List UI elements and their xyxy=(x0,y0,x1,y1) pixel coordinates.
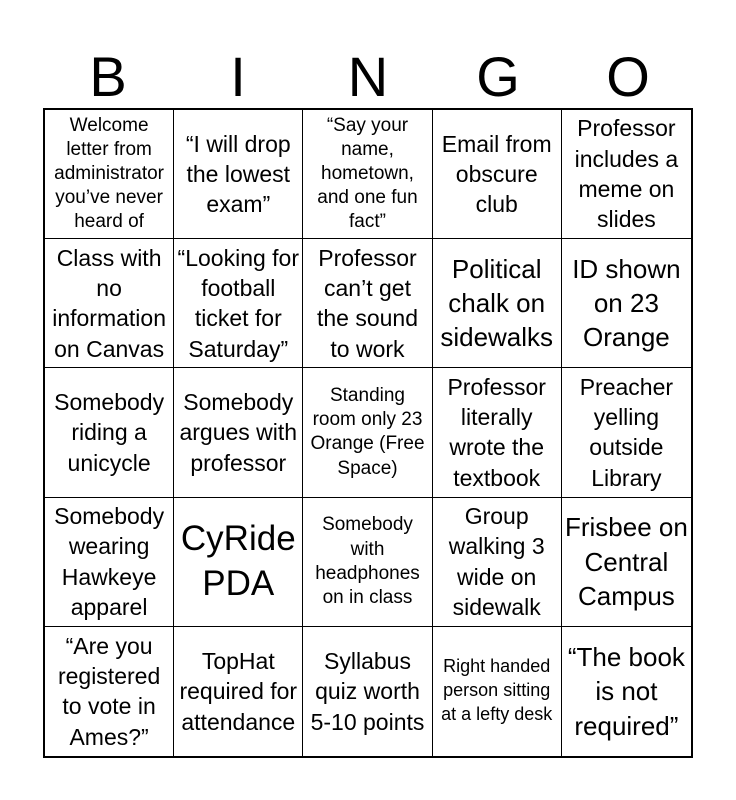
cell-text: “The book is not required” xyxy=(567,641,685,741)
cell-text: CyRide PDA xyxy=(180,518,296,603)
header-letter-i: I xyxy=(230,45,246,108)
cell-text: “Looking for football ticket for Saturday” xyxy=(177,244,300,362)
bingo-cell[interactable] xyxy=(174,110,303,239)
cell-text: ID shown on 23 Orange xyxy=(572,253,681,353)
bingo-cell[interactable] xyxy=(45,110,174,239)
cell-text: Somebody riding a unicycle xyxy=(54,388,165,476)
bingo-cell[interactable] xyxy=(303,627,432,756)
cell-text: Somebody wearing Hawkeye apparel xyxy=(54,502,165,621)
bingo-cell[interactable] xyxy=(303,498,432,627)
bingo-cell[interactable] xyxy=(433,498,562,627)
cell-text: Standing room only 23 Orange (Free Space) xyxy=(310,385,425,479)
cell-text: Preacher yelling outside Library xyxy=(579,373,674,491)
cell-text: “I will drop the lowest exam” xyxy=(185,130,291,218)
bingo-cell[interactable] xyxy=(45,368,174,497)
bingo-cell[interactable] xyxy=(562,239,691,368)
header-letter-o: O xyxy=(606,45,650,108)
bingo-cell[interactable] xyxy=(45,239,174,368)
bingo-cell[interactable] xyxy=(433,627,562,756)
cell-text: Somebody argues with professor xyxy=(179,388,298,476)
bingo-cell[interactable] xyxy=(562,368,691,497)
cell-text: Professor can’t get the sound to work xyxy=(316,244,418,362)
bingo-cell[interactable] xyxy=(562,498,691,627)
bingo-cell[interactable] xyxy=(433,239,562,368)
bingo-cell[interactable] xyxy=(45,498,174,627)
header-letter-n: N xyxy=(347,45,389,108)
cell-text: Syllabus quiz worth 5-10 points xyxy=(310,647,425,735)
bingo-cell[interactable] xyxy=(562,110,691,239)
bingo-cell[interactable] xyxy=(174,627,303,756)
bingo-cell[interactable] xyxy=(433,110,562,239)
free-space-cell[interactable] xyxy=(303,368,432,497)
bingo-cell[interactable] xyxy=(174,498,303,627)
bingo-board xyxy=(43,108,693,758)
cell-text: Frisbee on Central Campus xyxy=(564,512,688,611)
bingo-cell[interactable] xyxy=(174,368,303,497)
cell-text: TopHat required for attendance xyxy=(179,647,298,735)
bingo-cell[interactable] xyxy=(303,239,432,368)
bingo-cell[interactable] xyxy=(562,627,691,756)
cell-text: Professor literally wrote the textbook xyxy=(447,373,546,491)
header-letter-b: B xyxy=(89,45,127,108)
cell-text: Right handed person sitting at a lefty desk xyxy=(441,656,553,725)
bingo-cell[interactable] xyxy=(303,110,432,239)
bingo-cell[interactable] xyxy=(433,368,562,497)
cell-text: Political chalk on sidewalks xyxy=(440,253,554,353)
cell-text: “Are you registered to vote in Ames?” xyxy=(57,632,161,750)
cell-text: Professor includes a meme on slides xyxy=(574,115,679,233)
cell-text: Email from obscure club xyxy=(441,130,552,218)
cell-text: Group walking 3 wide on sidewalk xyxy=(448,502,545,621)
bingo-cell[interactable] xyxy=(174,239,303,368)
cell-text: Class with no information on Canvas xyxy=(52,244,166,362)
header-letter-g: G xyxy=(476,45,520,108)
bingo-header xyxy=(43,40,693,108)
cell-text: Somebody with headphones on in class xyxy=(315,514,420,608)
cell-text: Welcome letter from administrator you’ve never heard of xyxy=(54,114,164,233)
bingo-cell[interactable] xyxy=(45,627,174,756)
cell-text: “Say your name, hometown, and one fun fact” xyxy=(317,114,418,233)
